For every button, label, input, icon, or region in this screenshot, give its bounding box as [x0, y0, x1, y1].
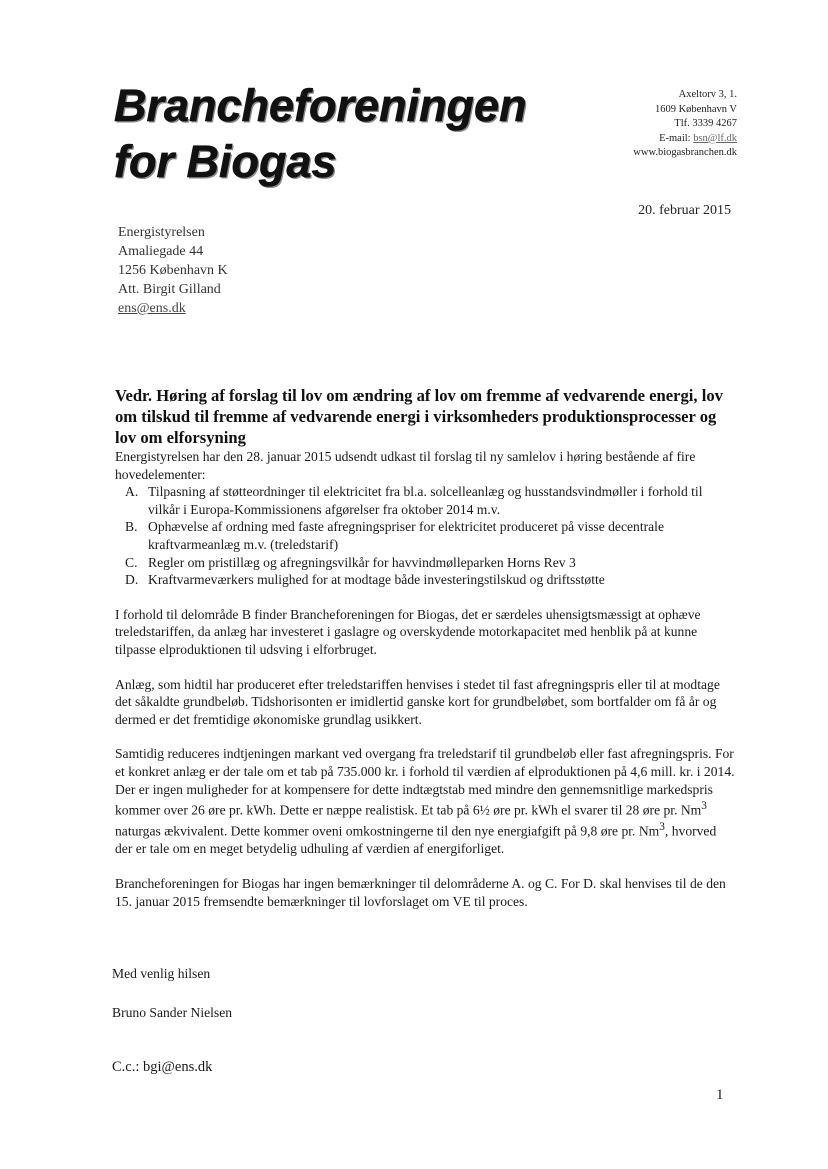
recipient-email[interactable]: ens@ens.dk	[118, 301, 186, 316]
letter-date: 20. februar 2015	[638, 203, 731, 218]
recipient-line: Att. Birgit Gilland	[118, 282, 221, 297]
recipient-address-block	[118, 223, 228, 318]
sender-city: 1609 København V	[654, 103, 737, 115]
closing-greeting: Med venlig hilsen	[112, 966, 211, 981]
list-item-letter: C.	[125, 554, 138, 570]
superscript-3: 3	[659, 821, 665, 834]
paragraph-indtjening	[115, 745, 737, 858]
page-number: 1	[716, 1087, 724, 1103]
paragraph-text: , hvorved der er tale om en meget betydelig udhuling af værdien af energiforliget.	[115, 823, 717, 857]
sender-phone: Tlf. 3339 4267	[674, 118, 737, 129]
list-item-text: Regler om pristillæg og afregningsvilkår for havvindmølleparken Horns Rev 3	[148, 554, 576, 570]
sender-website[interactable]: www.biogasbranchen.dk	[633, 147, 737, 158]
hovedelementer-list	[115, 483, 737, 589]
superscript-3: 3	[701, 800, 707, 813]
list-item	[115, 571, 737, 589]
recipient-line: 1256 København K	[118, 263, 228, 278]
sender-address-block	[537, 88, 737, 161]
list-item-letter: A.	[125, 484, 139, 500]
list-item-text: Tilpasning af støtteordninger til elektricitet fra bl.a. solcelleanlæg og husstandsvindmøller i forhold til vilkår i Europa-Kommissionens afgørelser fra oktober 2014 m.v.	[148, 484, 703, 517]
paragraph-text: Samtidig reduceres indtjeningen markant ved overgang fra treledstarif til grundbeløb eller fast afregningspris. For et konkret anlæg er der tale om et tab på 735.000 kr. i forhold til værdien af elproduktionen på 4,6 mill. kr. i 2014. Der er ingen muligheder for at kompensere for dette indtægtstab med mindre den gennemsnitlige markedspris kommer over 26 øre pr. kWh. Dette er næppe realistisk. Et tab på 6½ øre pr. kWh el svarer til 28 øre pr. Nm	[115, 746, 735, 818]
logo-line-1: Brancheforeningen	[114, 80, 527, 131]
list-item-letter: D.	[125, 572, 139, 588]
letter-body	[115, 385, 737, 910]
list-item	[115, 518, 737, 553]
letterhead-logo	[114, 78, 527, 190]
list-item	[115, 483, 737, 518]
recipient-line: Amaliegade 44	[118, 244, 204, 259]
list-item	[115, 554, 737, 572]
paragraph-delomraade-b: I forhold til delområde B finder Brancheforeningen for Biogas, det er særdeles uhensigtsmæssigt at ophæve treledstariffen, da anlæg har investeret i gaslagre og overskydende motorkapacitet med henblik på at kunne tilpasse elproduktionen til udsving i elforbruget.	[115, 606, 701, 657]
paragraph-bemaerkninger: Brancheforeningen for Biogas har ingen bemærkninger til delområderne A. og C. For D. skal henvises til de den 15. januar 2015 fremsendte bemærkninger til lovforslaget om VE til proces.	[115, 875, 726, 909]
sender-street: Axeltorv 3, 1.	[678, 89, 737, 100]
signature-name: Bruno Sander Nielsen	[112, 1005, 233, 1020]
list-item-text: Kraftvarmeværkers mulighed for at modtage både investeringstilskud og driftsstøtte	[148, 572, 605, 588]
paragraph-text: naturgas ækvivalent. Dette kommer oveni omkostningerne til den nye energiafgift på 9,8 øre pr. Nm	[115, 823, 660, 839]
paragraph-grundbeloeb: Anlæg, som hidtil har produceret efter treledstariffen henvises i stedet til fast afregningspris eller til at modtage det såkaldte grundbeløb. Tidshorisonten er imidlertid ganske kort for grundbeløbet, som bortfalder om få år og dermed er det fremtidige økonomiske grundlag usikkert.	[115, 676, 720, 727]
logo-line-2: for Biogas	[114, 136, 337, 187]
list-item-letter: B.	[125, 519, 138, 535]
letter-subject: Vedr. Høring af forslag til lov om ændring af lov om fremme af vedvarende energi, lov om tilskud til fremme af vedvarende energi i virksomheders produktionsprocesser og lov om elforsyning	[115, 386, 723, 447]
sender-email[interactable]: bsn@lf.dk	[693, 132, 737, 144]
cc-line: C.c.: bgi@ens.dk	[112, 1059, 213, 1075]
sender-email-label: E-mail:	[659, 132, 691, 144]
sender-email-line	[537, 132, 737, 147]
intro-paragraph: Energistyrelsen har den 28. januar 2015 udsendt udkast til forslag til ny samlelov i høring bestående af fire hovedelementer:	[115, 449, 696, 482]
recipient-line: Energistyrelsen	[118, 225, 205, 240]
list-item-text: Ophævelse af ordning med faste afregningspriser for elektricitet produceret på visse decentrale kraftvarmeanlæg m.v. (treledstarif)	[148, 519, 664, 552]
